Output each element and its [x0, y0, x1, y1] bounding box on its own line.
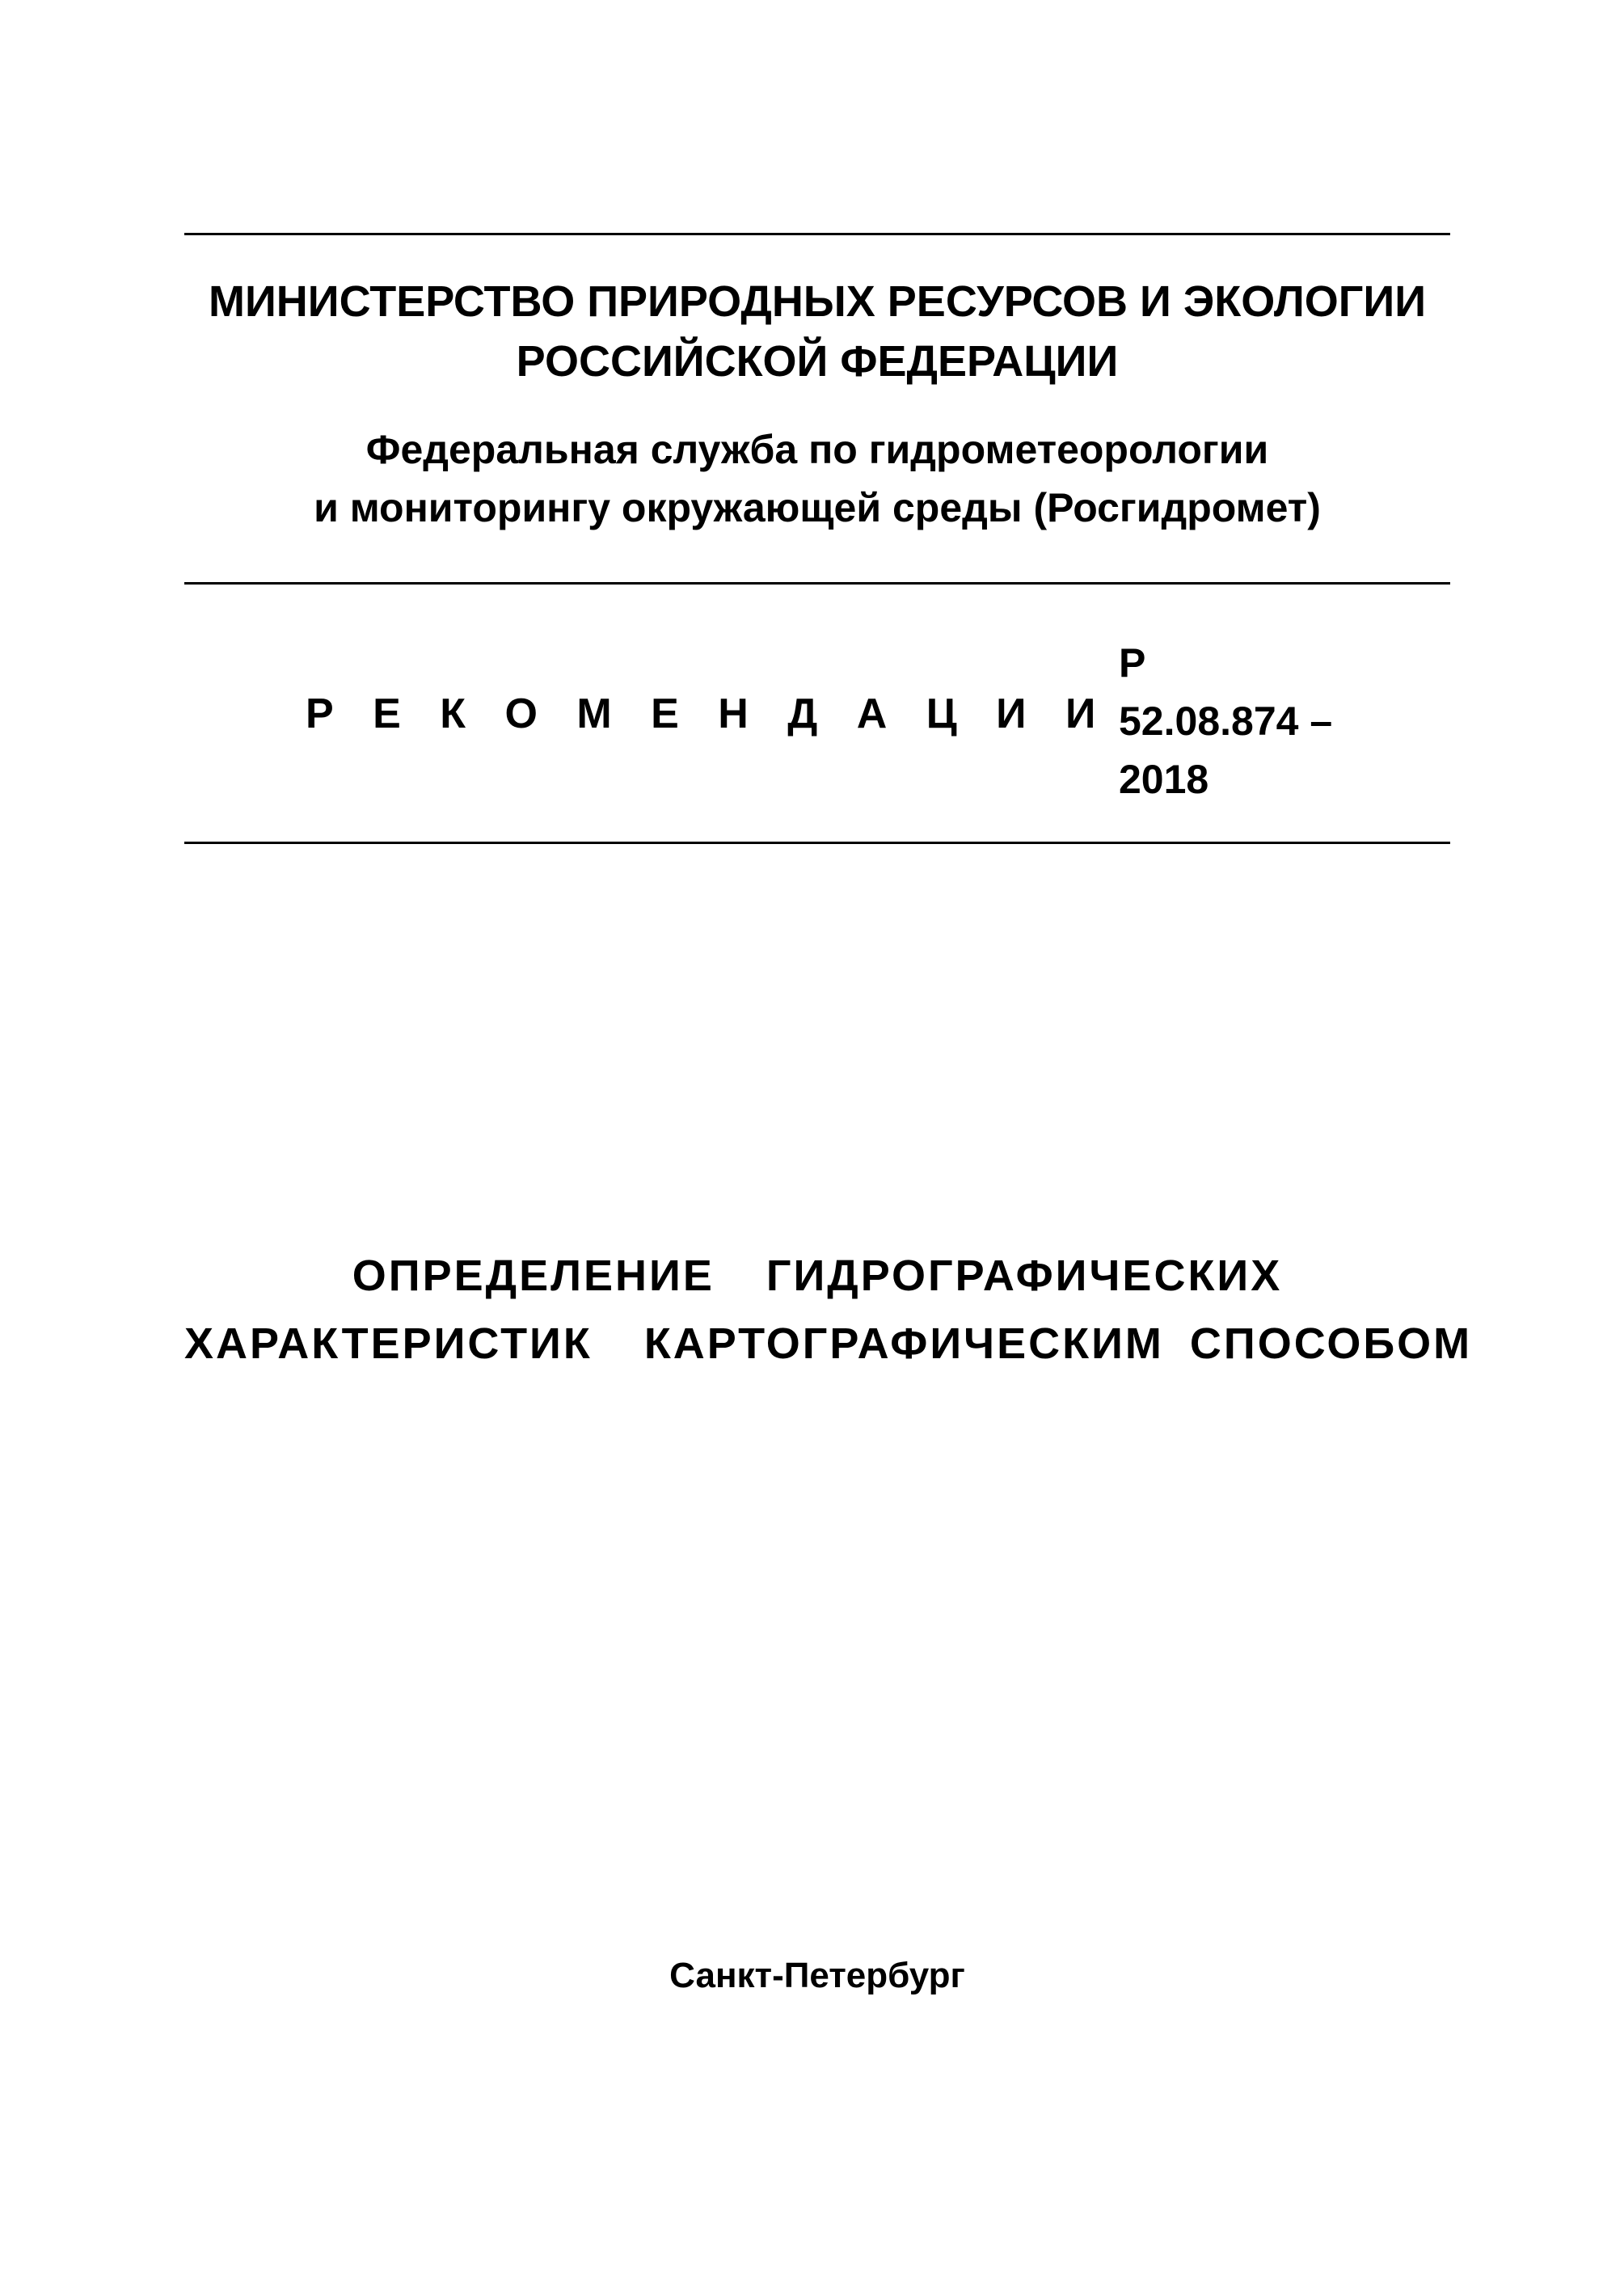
- document-type-label: Р Е К О М Е Н Д А Ц И И: [306, 690, 1110, 737]
- service-line-2: и мониторингу окружающей среды (Росгидромет): [314, 485, 1321, 530]
- service-line-1: Федеральная служба по гидрометеорологии: [365, 427, 1269, 472]
- document-code-line-1: Р: [1119, 640, 1146, 686]
- title-line-2: ХАРАКТЕРИСТИК КАРТОГРАФИЧЕСКИМ СПОСОБОМ: [184, 1319, 1473, 1368]
- title-line-1: ОПРЕДЕЛЕНИЕ ГИДРОГРАФИЧЕСКИХ: [352, 1252, 1283, 1300]
- ministry-name: [184, 272, 1450, 391]
- bottom-divider: [184, 842, 1450, 844]
- document-title: [184, 1242, 1473, 1378]
- top-divider: [184, 233, 1450, 235]
- middle-divider: [184, 582, 1450, 585]
- service-name: [184, 420, 1450, 537]
- document-code: [1119, 634, 1332, 808]
- document-code-line-3: 2018: [1119, 757, 1209, 802]
- document-code-line-2: 52.08.874 –: [1119, 699, 1333, 744]
- ministry-line-2: РОССИЙСКОЙ ФЕДЕРАЦИИ: [516, 337, 1119, 386]
- ministry-line-1: МИНИСТЕРСТВО ПРИРОДНЫХ РЕСУРСОВ И ЭКОЛОГИИ: [208, 277, 1427, 326]
- publication-city: Санкт-Петербург: [669, 1956, 965, 1995]
